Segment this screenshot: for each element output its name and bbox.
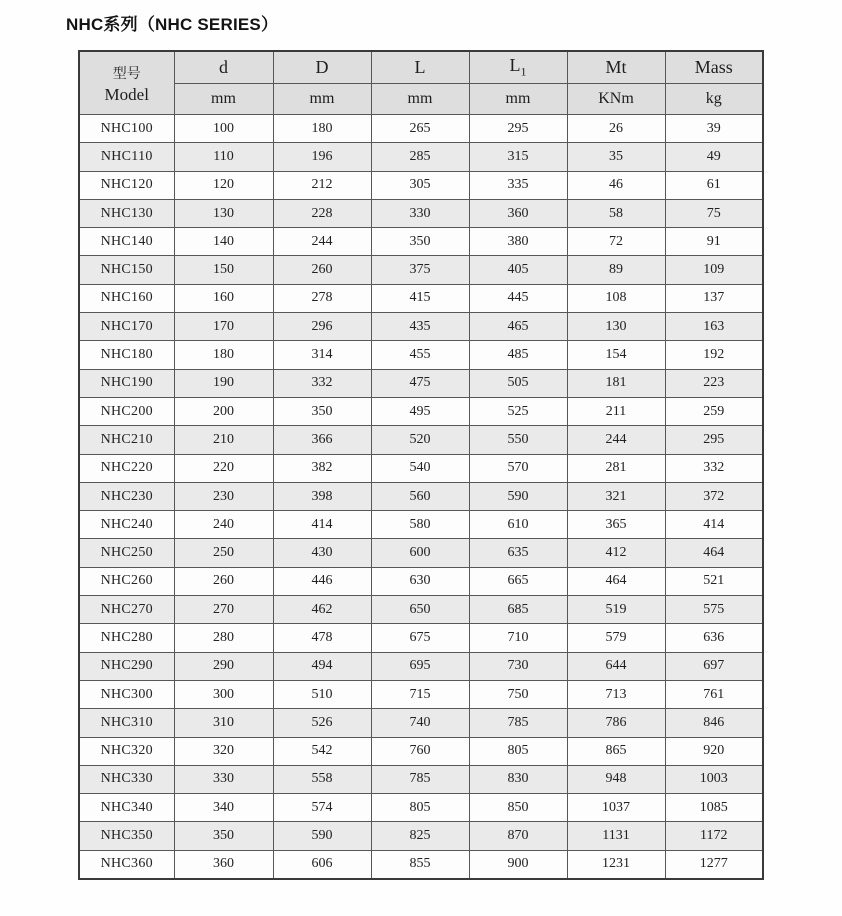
header-row-units [79,84,763,115]
value-cell: 462 [273,596,371,624]
value-cell: 372 [665,482,763,510]
nhc-spec-table [78,50,764,880]
value-cell: 350 [273,397,371,425]
table-row [79,482,763,510]
value-cell: 786 [567,709,665,737]
value-cell: 644 [567,652,665,680]
value-cell: 360 [469,199,567,227]
value-cell: 870 [469,822,567,850]
col-header-D: D [273,51,371,84]
value-cell: 180 [174,341,273,369]
value-cell: 455 [371,341,469,369]
value-cell: 170 [174,313,273,341]
value-cell: 259 [665,397,763,425]
col-unit-Mass: kg [665,84,763,115]
model-cell: NHC240 [79,511,174,539]
col-unit-L1: mm [469,84,567,115]
model-cell: NHC280 [79,624,174,652]
value-cell: 196 [273,143,371,171]
value-cell: 380 [469,228,567,256]
value-cell: 212 [273,171,371,199]
value-cell: 26 [567,115,665,143]
value-cell: 244 [273,228,371,256]
value-cell: 446 [273,567,371,595]
value-cell: 58 [567,199,665,227]
value-cell: 540 [371,454,469,482]
value-cell: 192 [665,341,763,369]
model-cell: NHC210 [79,426,174,454]
value-cell: 75 [665,199,763,227]
value-cell: 260 [273,256,371,284]
col-header-L1: $L_1$ [469,51,567,84]
value-cell: 475 [371,369,469,397]
table-row [79,680,763,708]
value-cell: 278 [273,284,371,312]
table-row [79,567,763,595]
model-cell: NHC170 [79,313,174,341]
value-cell: 180 [273,115,371,143]
col-header-Mt: Mt [567,51,665,84]
value-cell: 846 [665,709,763,737]
model-cell: NHC140 [79,228,174,256]
value-cell: 415 [371,284,469,312]
value-cell: 49 [665,143,763,171]
value-cell: 310 [174,709,273,737]
value-cell: 805 [371,794,469,822]
table-header [79,51,763,115]
value-cell: 350 [174,822,273,850]
model-cell: NHC270 [79,596,174,624]
value-cell: 550 [469,426,567,454]
table-row [79,624,763,652]
value-cell: 785 [371,765,469,793]
value-cell: 542 [273,737,371,765]
value-cell: 574 [273,794,371,822]
value-cell: 130 [174,199,273,227]
value-cell: 610 [469,511,567,539]
value-cell: 580 [371,511,469,539]
value-cell: 850 [469,794,567,822]
value-cell: 521 [665,567,763,595]
model-cell: NHC220 [79,454,174,482]
table-row [79,313,763,341]
value-cell: 685 [469,596,567,624]
table-row [79,341,763,369]
value-cell: 340 [174,794,273,822]
value-cell: 190 [174,369,273,397]
value-cell: 430 [273,539,371,567]
model-header-zh: 型号 [112,64,141,81]
value-cell: 332 [665,454,763,482]
value-cell: 382 [273,454,371,482]
value-cell: 290 [174,652,273,680]
value-cell: 636 [665,624,763,652]
value-cell: 130 [567,313,665,341]
value-cell: 805 [469,737,567,765]
model-cell: NHC180 [79,341,174,369]
value-cell: 330 [174,765,273,793]
value-cell: 600 [371,539,469,567]
value-cell: 495 [371,397,469,425]
model-cell: NHC310 [79,709,174,737]
value-cell: 285 [371,143,469,171]
value-cell: 181 [567,369,665,397]
model-cell: NHC250 [79,539,174,567]
value-cell: 675 [371,624,469,652]
value-cell: 785 [469,709,567,737]
value-cell: 109 [665,256,763,284]
model-cell: NHC230 [79,482,174,510]
table-row [79,822,763,850]
value-cell: 558 [273,765,371,793]
value-cell: 240 [174,511,273,539]
value-cell: 713 [567,680,665,708]
value-cell: 140 [174,228,273,256]
table-row [79,596,763,624]
model-cell: NHC360 [79,850,174,879]
value-cell: 630 [371,567,469,595]
value-cell: 137 [665,284,763,312]
model-cell: NHC260 [79,567,174,595]
model-cell: NHC290 [79,652,174,680]
value-cell: 250 [174,539,273,567]
table-row [79,511,763,539]
value-cell: 1131 [567,822,665,850]
value-cell: 1037 [567,794,665,822]
value-cell: 314 [273,341,371,369]
model-cell: NHC200 [79,397,174,425]
value-cell: 855 [371,850,469,879]
value-cell: 350 [371,228,469,256]
value-cell: 760 [371,737,469,765]
header-row-names [79,51,763,84]
table-row [79,115,763,143]
value-cell: 223 [665,369,763,397]
value-cell: 590 [273,822,371,850]
value-cell: 494 [273,652,371,680]
value-cell: 948 [567,765,665,793]
table-row [79,256,763,284]
model-cell: NHC330 [79,765,174,793]
value-cell: 365 [567,511,665,539]
value-cell: 61 [665,171,763,199]
table-row [79,794,763,822]
value-cell: 335 [469,171,567,199]
model-cell: NHC160 [79,284,174,312]
value-cell: 465 [469,313,567,341]
table-row [79,397,763,425]
value-cell: 366 [273,426,371,454]
value-cell: 330 [371,199,469,227]
value-cell: 761 [665,680,763,708]
value-cell: 1172 [665,822,763,850]
value-cell: 320 [174,737,273,765]
value-cell: 300 [174,680,273,708]
table-row [79,850,763,879]
value-cell: 414 [273,511,371,539]
value-cell: 1085 [665,794,763,822]
value-cell: 1277 [665,850,763,879]
value-cell: 230 [174,482,273,510]
value-cell: 295 [665,426,763,454]
value-cell: 375 [371,256,469,284]
value-cell: 435 [371,313,469,341]
model-cell: NHC100 [79,115,174,143]
table-row [79,426,763,454]
model-header-en: Model [104,85,149,104]
value-cell: 163 [665,313,763,341]
table-row [79,737,763,765]
value-cell: 280 [174,624,273,652]
table-row [79,171,763,199]
value-cell: 315 [469,143,567,171]
value-cell: 526 [273,709,371,737]
value-cell: 606 [273,850,371,879]
value-cell: 35 [567,143,665,171]
value-cell: 1231 [567,850,665,879]
value-cell: 211 [567,397,665,425]
value-cell: 525 [469,397,567,425]
col-unit-d: mm [174,84,273,115]
value-cell: 228 [273,199,371,227]
table-row [79,284,763,312]
table-row [79,369,763,397]
model-column-header [79,51,174,115]
col-unit-Mt: KNm [567,84,665,115]
model-cell: NHC350 [79,822,174,850]
value-cell: 650 [371,596,469,624]
model-cell: NHC190 [79,369,174,397]
value-cell: 398 [273,482,371,510]
value-cell: 750 [469,680,567,708]
value-cell: 332 [273,369,371,397]
value-cell: 220 [174,454,273,482]
value-cell: 260 [174,567,273,595]
col-unit-D: mm [273,84,371,115]
table-row [79,539,763,567]
col-header-Mass: Mass [665,51,763,84]
value-cell: 150 [174,256,273,284]
model-cell: NHC340 [79,794,174,822]
model-cell: NHC130 [79,199,174,227]
value-cell: 560 [371,482,469,510]
value-cell: 740 [371,709,469,737]
page-title: NHC系列（NHC SERIES） [66,15,279,34]
value-cell: 46 [567,171,665,199]
value-cell: 485 [469,341,567,369]
model-cell: NHC320 [79,737,174,765]
table-row [79,143,763,171]
value-cell: 478 [273,624,371,652]
value-cell: 590 [469,482,567,510]
value-cell: 110 [174,143,273,171]
value-cell: 108 [567,284,665,312]
value-cell: 210 [174,426,273,454]
value-cell: 665 [469,567,567,595]
value-cell: 830 [469,765,567,793]
value-cell: 464 [567,567,665,595]
value-cell: 715 [371,680,469,708]
value-cell: 900 [469,850,567,879]
table-row [79,709,763,737]
value-cell: 519 [567,596,665,624]
value-cell: 412 [567,539,665,567]
value-cell: 270 [174,596,273,624]
value-cell: 414 [665,511,763,539]
value-cell: 1003 [665,765,763,793]
value-cell: 464 [665,539,763,567]
value-cell: 570 [469,454,567,482]
value-cell: 635 [469,539,567,567]
value-cell: 89 [567,256,665,284]
table-row [79,228,763,256]
value-cell: 445 [469,284,567,312]
value-cell: 265 [371,115,469,143]
value-cell: 154 [567,341,665,369]
value-cell: 295 [469,115,567,143]
model-cell: NHC120 [79,171,174,199]
table-row [79,199,763,227]
value-cell: 405 [469,256,567,284]
table-body [79,115,763,880]
value-cell: 510 [273,680,371,708]
value-cell: 865 [567,737,665,765]
value-cell: 920 [665,737,763,765]
value-cell: 505 [469,369,567,397]
table-row [79,652,763,680]
value-cell: 825 [371,822,469,850]
value-cell: 120 [174,171,273,199]
value-cell: 575 [665,596,763,624]
value-cell: 710 [469,624,567,652]
table-row [79,765,763,793]
value-cell: 244 [567,426,665,454]
table-row [79,454,763,482]
value-cell: 321 [567,482,665,510]
col-unit-L: mm [371,84,469,115]
value-cell: 697 [665,652,763,680]
value-cell: 730 [469,652,567,680]
model-cell: NHC300 [79,680,174,708]
value-cell: 200 [174,397,273,425]
value-cell: 39 [665,115,763,143]
value-cell: 281 [567,454,665,482]
value-cell: 100 [174,115,273,143]
value-cell: 695 [371,652,469,680]
value-cell: 579 [567,624,665,652]
model-cell: NHC110 [79,143,174,171]
value-cell: 520 [371,426,469,454]
value-cell: 91 [665,228,763,256]
value-cell: 305 [371,171,469,199]
col-header-d: d [174,51,273,84]
col-header-L: L [371,51,469,84]
value-cell: 72 [567,228,665,256]
value-cell: 360 [174,850,273,879]
value-cell: 296 [273,313,371,341]
value-cell: 160 [174,284,273,312]
model-cell: NHC150 [79,256,174,284]
